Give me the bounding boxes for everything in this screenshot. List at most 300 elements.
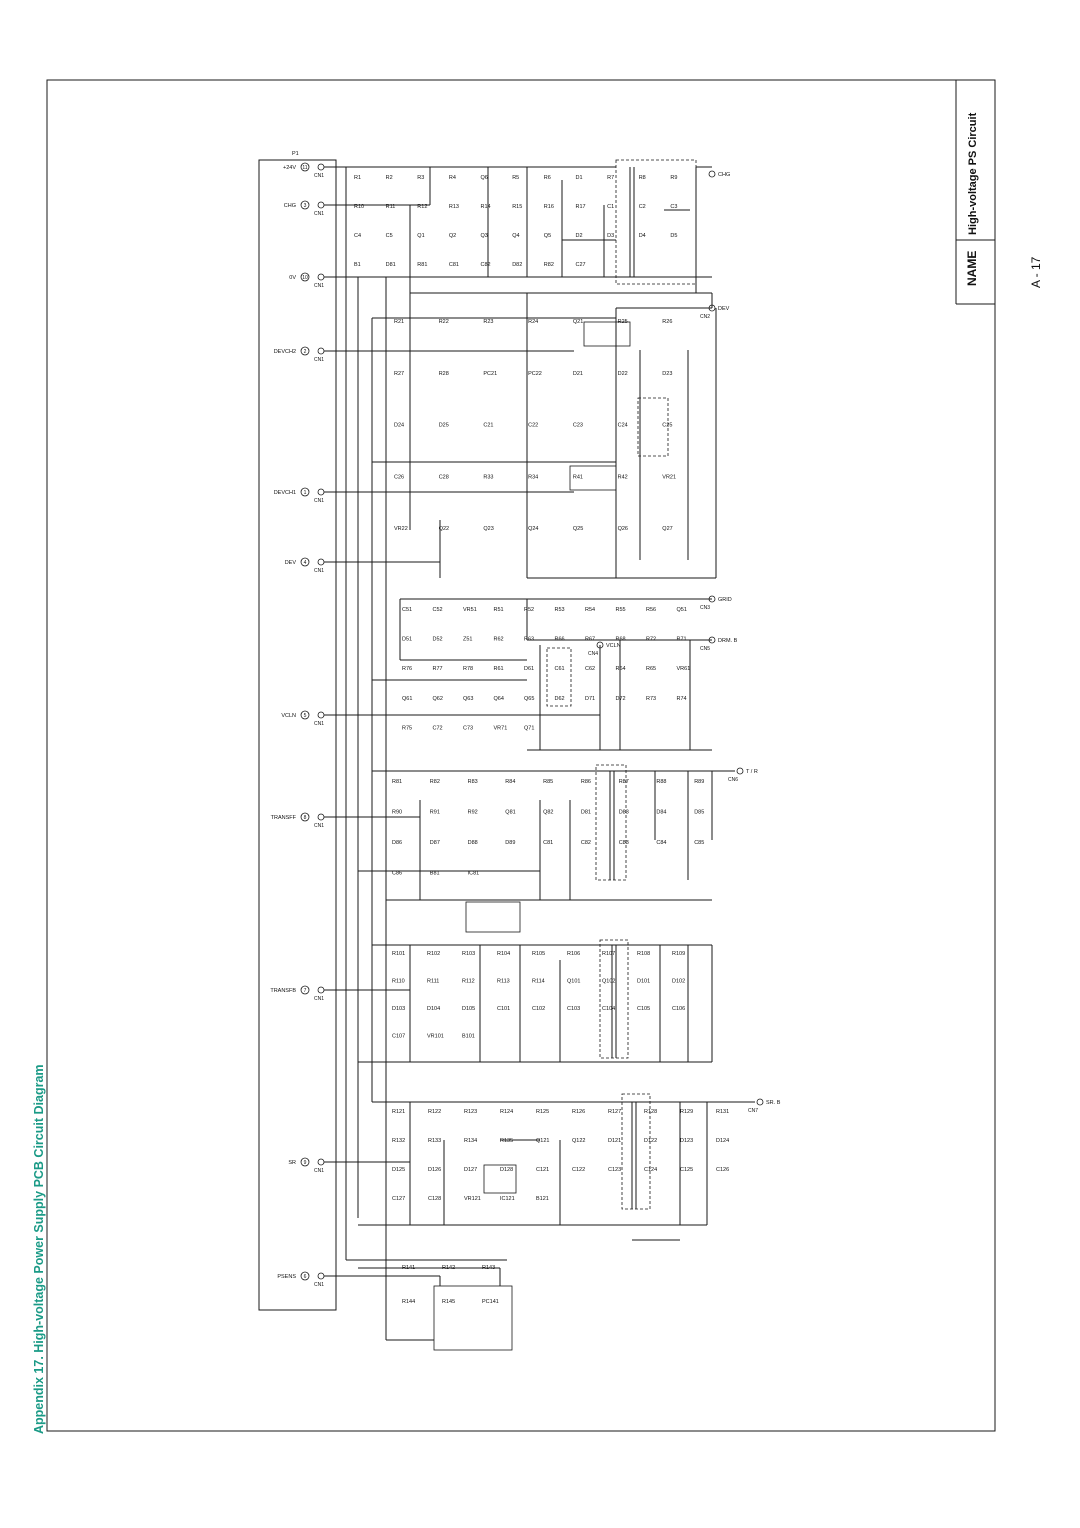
component-ref-c24: C24 (617, 422, 628, 429)
component-ref-r78: R78 (463, 666, 474, 673)
pin-terminal (318, 1273, 324, 1279)
component-ref-r89: R89 (694, 779, 705, 785)
p1-pin (271, 813, 325, 829)
cn1-label: CN1 (314, 823, 325, 829)
component-ref-d88: D88 (467, 840, 478, 846)
terminal-ring (709, 171, 715, 177)
component-ref-c102: C102 (532, 1006, 546, 1012)
component-ref-r107: R107 (602, 951, 616, 957)
component-ref-r102: R102 (427, 951, 441, 957)
pin-name: TRANSFF (270, 815, 296, 821)
component-ref-r145: R145 (442, 1299, 456, 1305)
component-ref-r8: R8 (638, 175, 646, 181)
output-name: CHG (718, 172, 731, 178)
component-ref-r1: R1 (354, 175, 362, 181)
pin-terminal (318, 348, 324, 354)
component-ref-q24: Q24 (528, 526, 539, 533)
component-ref-r22: R22 (438, 319, 449, 325)
pin-number: 8 (303, 814, 307, 821)
component-ref-c27: C27 (575, 262, 586, 268)
component-ref-q101: Q101 (567, 978, 581, 985)
component-ref-r110: R110 (392, 978, 405, 985)
component-ref-c5: C5 (385, 233, 393, 239)
component-ref-q27: Q27 (662, 526, 673, 533)
component-ref-c104: C104 (602, 1006, 616, 1012)
component-ref-r105: R105 (532, 951, 546, 957)
component-ref-r51: R51 (493, 607, 504, 613)
component-ref-q81: Q81 (505, 809, 516, 816)
component-ref-d124: D124 (716, 1138, 730, 1144)
component-ref-r5: R5 (512, 175, 520, 181)
component-ref-r83: R83 (467, 779, 478, 785)
component-ref-r27: R27 (394, 370, 405, 377)
component-ref-c73: C73 (463, 725, 474, 732)
output-connector: CN6 (728, 777, 739, 783)
psens-stage (324, 1268, 512, 1350)
component-ref-q65: Q65 (524, 695, 535, 702)
component-ref-d125: D125 (392, 1167, 406, 1173)
component-ref-r23: R23 (483, 319, 494, 325)
component-ref-r133: R133 (428, 1138, 442, 1144)
cn1-label: CN1 (314, 498, 325, 504)
component-ref-c62: C62 (585, 666, 596, 673)
cn1-label: CN1 (314, 568, 325, 574)
component-ref-q82: Q82 (543, 809, 554, 816)
component-ref-c126: C126 (716, 1167, 730, 1173)
component-ref-c121: C121 (536, 1167, 550, 1173)
component-ref-c106: C106 (672, 1006, 686, 1012)
component-ref-q4: Q4 (512, 233, 520, 239)
p1-pin (284, 201, 324, 217)
component-ref-q6: Q6 (480, 175, 488, 181)
component-ref-c128: C128 (428, 1196, 442, 1202)
component-ref-d25: D25 (438, 422, 449, 429)
component-ref-d105: D105 (462, 1006, 476, 1012)
output-connector: CN2 (700, 314, 711, 320)
component-ref-vr121: VR121 (464, 1196, 481, 1202)
component-ref-r24: R24 (528, 319, 539, 325)
component-ref-r34: R34 (528, 474, 539, 481)
component-ref-r62: R62 (493, 636, 504, 643)
p1-pin (285, 558, 325, 574)
output-terminal (588, 642, 621, 657)
component-ref-r73: R73 (646, 695, 657, 702)
component-ref-vr21: VR21 (662, 474, 677, 481)
component-ref-d2: D2 (575, 233, 583, 239)
component-ref-r82: R82 (543, 262, 554, 268)
component-ref-d62: D62 (554, 695, 565, 702)
component-ref-q21: Q21 (572, 319, 584, 325)
component-ref-d126: D126 (428, 1167, 442, 1173)
component-ref-r106: R106 (567, 951, 581, 957)
pin-terminal (318, 202, 324, 208)
component-ref-pc21: PC21 (483, 370, 498, 377)
ic81-body (466, 902, 520, 932)
output-terminal (748, 1099, 781, 1114)
component-ref-r82: R82 (429, 779, 440, 785)
component-ref-r131: R131 (716, 1109, 730, 1115)
component-ref-r128: R128 (644, 1109, 658, 1115)
component-ref-c86: C86 (392, 870, 403, 877)
pin-terminal (318, 274, 324, 280)
terminal-ring (737, 768, 743, 774)
developer-stage (324, 293, 716, 578)
component-ref-d52: D52 (432, 636, 443, 643)
component-ref-r108: R108 (637, 951, 651, 957)
pin-number: 7 (303, 987, 307, 994)
component-ref-c25: C25 (662, 422, 673, 429)
component-ref-q5: Q5 (543, 233, 552, 239)
component-ref-c26: C26 (394, 474, 405, 481)
component-ref-r143: R143 (482, 1265, 496, 1271)
component-ref-r81: R81 (392, 779, 403, 785)
component-ref-d21: D21 (572, 370, 583, 377)
component-ref-d5: D5 (670, 233, 678, 239)
component-ref-c82: C82 (580, 840, 591, 846)
component-ref-q63: Q63 (463, 695, 474, 702)
component-ref-d102: D102 (672, 978, 686, 985)
component-ref-c28: C28 (438, 474, 449, 481)
p1-pin (277, 1272, 324, 1288)
component-ref-r124: R124 (500, 1109, 514, 1115)
component-ref-c51: C51 (402, 607, 413, 613)
component-ref-q122: Q122 (572, 1138, 586, 1144)
component-ref-c61: C61 (554, 666, 565, 673)
component-ref-d128: D128 (500, 1167, 514, 1173)
component-ref-c85: C85 (694, 840, 705, 846)
pin-terminal (318, 814, 324, 820)
cn1-label: CN1 (314, 721, 325, 727)
pin-number: 9 (303, 1159, 307, 1166)
component-ref-r12: R12 (417, 204, 428, 210)
pin-name: DEV (284, 560, 296, 566)
p1-pin (281, 711, 324, 727)
pin-number: 3 (303, 202, 307, 209)
p1-pin (270, 986, 324, 1002)
component-ref-q121: Q121 (536, 1138, 550, 1144)
component-ref-r103: R103 (462, 951, 476, 957)
cn1-label: CN1 (314, 1168, 325, 1174)
pin-name: DEVCH2 (273, 349, 296, 355)
component-ref-r121: R121 (392, 1109, 406, 1115)
component-ref-r7: R7 (607, 175, 615, 181)
component-ref-d3: D3 (607, 233, 615, 239)
component-ref-r90: R90 (392, 809, 403, 816)
component-ref-pc141: PC141 (482, 1299, 499, 1305)
pin-number: 10 (302, 274, 308, 281)
component-ref-pc22: PC22 (528, 370, 542, 377)
output-connector: CN7 (748, 1108, 759, 1114)
component-ref-r92: R92 (467, 809, 478, 816)
component-ref-q1: Q1 (417, 233, 425, 239)
terminal-ring (757, 1099, 763, 1105)
component-ref-d123: D123 (680, 1138, 694, 1144)
component-ref-r56: R56 (646, 607, 657, 613)
component-ref-r135: R135 (500, 1138, 514, 1144)
component-ref-d81: D81 (580, 809, 591, 816)
component-ref-vr51: VR51 (463, 607, 477, 613)
component-ref-r64: R64 (615, 666, 626, 673)
component-ref-r86: R86 (580, 779, 591, 785)
pin-number: 2 (303, 348, 307, 355)
pin-number: 4 (303, 559, 307, 566)
component-ref-d61: D61 (524, 666, 535, 673)
component-ref-r127: R127 (608, 1109, 622, 1115)
component-ref-r85: R85 (543, 779, 554, 785)
grid-stage (324, 599, 712, 750)
pin-terminal (318, 1159, 324, 1165)
component-ref-r52: R52 (524, 607, 535, 613)
component-ref-r15: R15 (512, 204, 523, 210)
component-ref-d72: D72 (615, 695, 626, 702)
component-ref-c23: C23 (572, 422, 583, 429)
pin-name: 0V (289, 275, 296, 281)
component-ref-r13: R13 (448, 204, 459, 210)
pin-terminal (318, 987, 324, 993)
pin-name: VCLN (281, 713, 296, 719)
pin-number: 6 (303, 1273, 307, 1280)
component-ref-d122: D122 (644, 1138, 658, 1144)
component-ref-c83: C83 (618, 840, 629, 846)
component-ref-z51: Z51 (463, 636, 473, 643)
component-ref-q102: Q102 (602, 978, 616, 985)
board-name: High-voltage PS Circuit (967, 112, 979, 235)
output-terminal (728, 768, 758, 783)
component-ref-r26: R26 (662, 319, 673, 325)
component-ref-q62: Q62 (432, 695, 443, 702)
page-frame (47, 80, 995, 1431)
component-ref-ic81: IC81 (467, 870, 480, 877)
output-name: T / R (746, 769, 758, 775)
component-ref-c103: C103 (567, 1006, 581, 1012)
component-ref-c72: C72 (432, 725, 443, 732)
component-ref-r10: R10 (354, 204, 365, 210)
component-ref-d71: D71 (585, 695, 596, 702)
component-ref-r91: R91 (429, 809, 440, 816)
pin-terminal (318, 712, 324, 718)
output-terminal (700, 637, 738, 652)
pin-number: 11 (302, 164, 308, 171)
component-ref-c122: C122 (572, 1167, 586, 1173)
p1-pin (274, 488, 325, 504)
component-ref-c105: C105 (637, 1006, 651, 1012)
component-ref-r114: R114 (532, 978, 545, 985)
component-ref-r6: R6 (543, 175, 551, 181)
pin-name: PSENS (277, 1274, 296, 1280)
component-ref-r42: R42 (617, 474, 628, 481)
output-name: GRID (718, 597, 732, 603)
component-ref-c22: C22 (528, 422, 539, 429)
component-ref-c1: C1 (607, 204, 615, 210)
component-ref-r33: R33 (483, 474, 494, 481)
component-ref-r67: R67 (585, 636, 596, 643)
output-connector: CN5 (700, 646, 711, 652)
component-ref-b121: B121 (536, 1196, 549, 1202)
component-ref-r111: R111 (427, 978, 440, 985)
component-ref-r129: R129 (680, 1109, 694, 1115)
component-ref-vr71: VR71 (493, 725, 508, 732)
output-terminal (700, 596, 732, 611)
component-ref-c125: C125 (680, 1167, 694, 1173)
pin-terminal (318, 559, 324, 565)
component-ref-q26: Q26 (617, 526, 629, 533)
component-ref-d87: D87 (429, 840, 440, 846)
p1-pin (283, 163, 324, 179)
component-ref-d81: D81 (385, 262, 396, 268)
component-ref-q51: Q51 (676, 607, 687, 613)
appendix-title: Appendix 17. High-voltage Power Supply PCB Circuit Diagram (32, 1064, 46, 1434)
component-ref-q2: Q2 (448, 233, 457, 239)
connector-p1 (259, 151, 336, 1310)
component-ref-c84: C84 (656, 840, 667, 846)
component-ref-c52: C52 (432, 607, 443, 613)
component-ref-d83: D83 (618, 809, 629, 816)
title-block (956, 80, 995, 304)
component-ref-d127: D127 (464, 1167, 478, 1173)
component-ref-q61: Q61 (402, 695, 413, 702)
component-ref-d85: D85 (694, 809, 705, 816)
component-ref-r65: R65 (646, 666, 657, 673)
component-ref-c3: C3 (670, 204, 678, 210)
pin-terminal (318, 164, 324, 170)
p1-body (259, 160, 336, 1310)
component-ref-r122: R122 (428, 1109, 442, 1115)
component-ref-r28: R28 (438, 370, 449, 377)
component-ref-c82: C82 (480, 262, 491, 268)
component-ref-ic121: IC121 (500, 1196, 515, 1202)
pin-name: SR (288, 1160, 296, 1166)
component-ref-r25: R25 (617, 319, 628, 325)
component-ref-r113: R113 (497, 978, 510, 985)
component-ref-r14: R14 (480, 204, 491, 210)
component-ref-d22: D22 (617, 370, 628, 377)
component-ref-r144: R144 (402, 1299, 416, 1305)
component-ref-r55: R55 (615, 607, 626, 613)
component-ref-d23: D23 (662, 370, 673, 377)
component-ref-r41: R41 (572, 474, 583, 481)
name-label: NAME (965, 250, 979, 286)
component-ref-r74: R74 (676, 695, 687, 702)
component-ref-r88: R88 (656, 779, 667, 785)
component-ref-r81: R81 (417, 262, 428, 268)
component-ref-c81: C81 (543, 840, 554, 846)
component-ref-r75: R75 (402, 725, 413, 732)
component-ref-d82: D82 (512, 262, 523, 268)
cn1-label: CN1 (314, 173, 325, 179)
component-ref-vr22: VR22 (394, 526, 408, 533)
component-ref-r66: R66 (554, 636, 565, 643)
p1-pin (289, 273, 324, 289)
component-ref-r68: R68 (615, 636, 626, 643)
component-ref-c127: C127 (392, 1196, 406, 1202)
component-ref-c123: C123 (608, 1167, 622, 1173)
component-ref-d103: D103 (392, 1006, 406, 1012)
component-ref-r76: R76 (402, 666, 413, 673)
component-ref-d121: D121 (608, 1138, 622, 1144)
cn1-label: CN1 (314, 283, 325, 289)
transfer-b-stage (324, 940, 712, 1062)
component-ref-q23: Q23 (483, 526, 494, 533)
component-ref-c2: C2 (638, 204, 646, 210)
component-ref-q22: Q22 (438, 526, 450, 533)
component-ref-r3: R3 (417, 175, 425, 181)
p1-pin (274, 347, 325, 363)
component-ref-r71: R71 (676, 636, 687, 643)
component-ref-c124: C124 (644, 1167, 658, 1173)
component-ref-c21: C21 (483, 422, 494, 429)
component-ref-r11: R11 (385, 204, 396, 210)
component-ref-b101: B101 (462, 1033, 475, 1040)
cn1-label: CN1 (314, 1282, 325, 1288)
component-ref-c107: C107 (392, 1033, 406, 1040)
component-ref-r101: R101 (392, 951, 406, 957)
component-ref-r123: R123 (464, 1109, 478, 1115)
component-ref-d4: D4 (638, 233, 646, 239)
p1-label: P1 (292, 151, 299, 157)
component-ref-b81: B81 (429, 870, 440, 877)
component-ref-r126: R126 (572, 1109, 586, 1115)
component-ref-r17: R17 (575, 204, 586, 210)
component-ref-r112: R112 (462, 978, 475, 985)
component-ref-r77: R77 (432, 666, 443, 673)
component-ref-r142: R142 (442, 1265, 456, 1271)
output-name: SR. B (766, 1100, 781, 1106)
component-ref-d1: D1 (575, 175, 583, 181)
component-ref-r125: R125 (536, 1109, 550, 1115)
component-ref-d86: D86 (392, 840, 403, 846)
p1-pins (270, 163, 324, 1288)
pin-name: DEVCH1 (273, 490, 296, 496)
component-ref-q25: Q25 (572, 526, 584, 533)
component-ref-r9: R9 (670, 175, 678, 181)
output-name: DRM. B (718, 638, 738, 644)
output-terminal (700, 305, 730, 320)
component-ref-vr61: VR61 (676, 666, 691, 673)
output-name: DEV (718, 306, 730, 312)
component-ref-r134: R134 (464, 1138, 478, 1144)
component-ref-d101: D101 (637, 978, 651, 985)
component-ref-r4: R4 (448, 175, 456, 181)
component-ref-c4: C4 (354, 233, 362, 239)
component-ref-q3: Q3 (480, 233, 488, 239)
component-ref-r2: R2 (385, 175, 393, 181)
component-ref-q64: Q64 (493, 695, 504, 702)
output-name: VCLN (606, 643, 621, 649)
component-ref-d104: D104 (427, 1006, 441, 1012)
pin-name: +24V (283, 165, 296, 171)
component-ref-r104: R104 (497, 951, 511, 957)
component-ref-b1: B1 (354, 262, 361, 268)
pin-number: 1 (303, 489, 307, 496)
component-ref-d84: D84 (656, 809, 667, 816)
pc141-body (434, 1286, 512, 1350)
component-ref-r109: R109 (672, 951, 686, 957)
component-ref-r54: R54 (585, 607, 596, 613)
component-ref-d89: D89 (505, 840, 516, 846)
pin-name: CHG (283, 203, 296, 209)
component-ref-r53: R53 (554, 607, 565, 613)
component-ref-r84: R84 (505, 779, 516, 785)
component-ref-r21: R21 (394, 319, 405, 325)
pin-number: 5 (303, 712, 307, 719)
component-ref-r141: R141 (402, 1265, 416, 1271)
component-ref-r63: R63 (524, 636, 535, 643)
page-number: A - 17 (1029, 256, 1043, 288)
p1-pin (288, 1158, 324, 1174)
component-ref-r87: R87 (618, 779, 629, 785)
cn1-label: CN1 (314, 357, 325, 363)
cn1-label: CN1 (314, 996, 325, 1002)
